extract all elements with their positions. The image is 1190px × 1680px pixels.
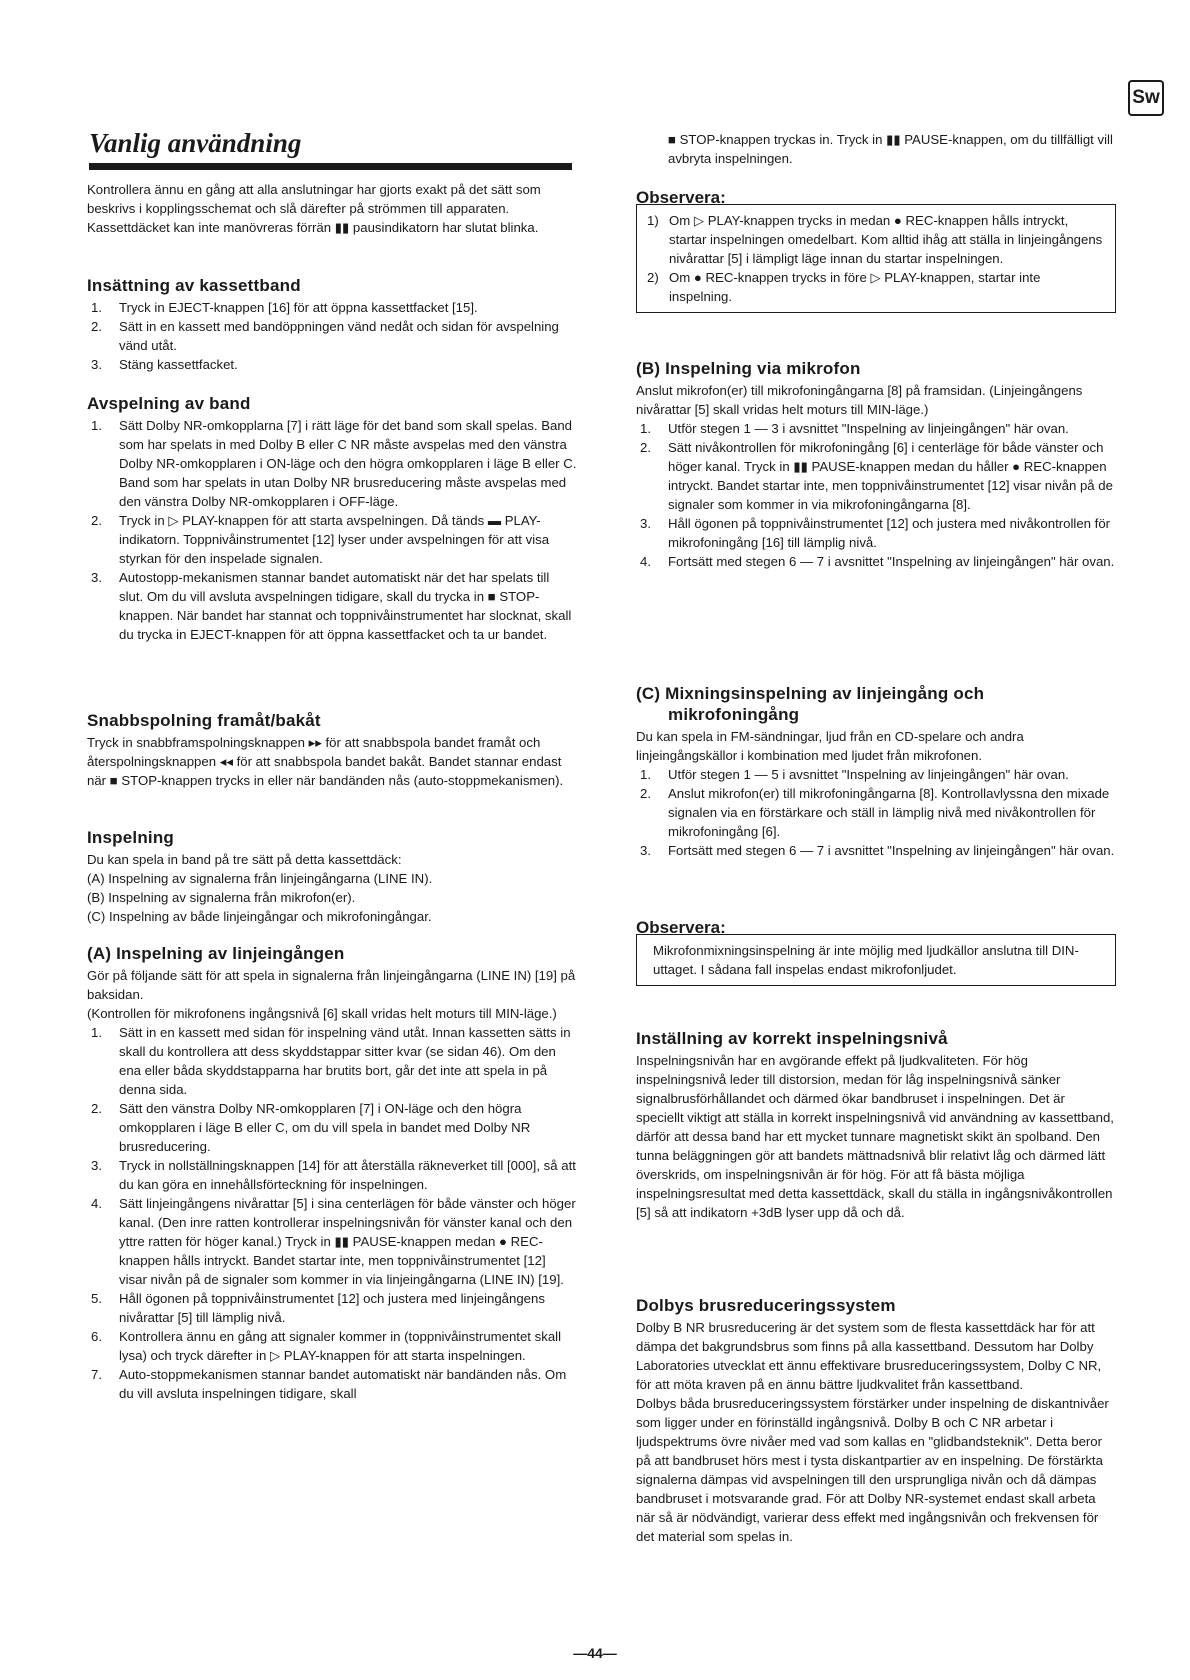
section-avspelning — [87, 393, 577, 644]
observera-heading: Observera: — [636, 188, 730, 207]
list-item: 1. Sätt in en kassett med sidan för inspelning vänd utåt. Innan kassetten sätts in skall du kontrollera att dess skyddstappar sitter kvar (se sidan 46). Om den ena eller båda skyddstapparna har brutits bort, går det inte att spela in på denna sida. — [91, 1025, 571, 1097]
list-item: 2) Om ● REC-knappen trycks in före ▷ PLAY-knappen, startar inte inspelning. — [647, 270, 1041, 304]
intro-section — [87, 180, 577, 237]
title-underline — [89, 163, 572, 170]
list-item: 3. Tryck in nollställningsknappen [14] för att återställa räkneverket till [000], så att du kan göra en innehållsförteckning för inspelningen. — [91, 1158, 576, 1192]
language-badge: Sw — [1128, 80, 1164, 116]
observera-heading: Observera: — [636, 918, 730, 937]
observera-box — [636, 934, 1116, 986]
list-item: 4. Sätt linjeingångens nivårattar [5] i sina centerlägen för både vänster och höger kanal. (Den inre ratten kontrollerar inspelningsnivån för vänster kanal och den yttre ratten för höger kanal.) Tryck in ▮▮ PAUSE-knappen medan ● REC-knappen hålls intryckt. Bandet startar inte, men toppnivåinstrumentet [12] visar nivån på de signaler som kommer in via linjeingångarna (LINE IN) [19]. — [91, 1196, 576, 1287]
section-c-mixning — [636, 683, 1116, 860]
snabb-text: Tryck in snabbframspolningsknappen ▸▸ för att snabbspola bandet framåt och återspolningsknappen ◂◂ för att snabbspola bandet bakåt. Bandet stannar endast när ■ STOP-knappen trycks in eller när bandänden nås (auto-stoppmekanismen). — [87, 735, 564, 788]
list-item: 1. Utför stegen 1 — 5 i avsnittet "Inspelning av linjeingången" här ovan. — [640, 767, 1069, 782]
section-insattning — [87, 275, 577, 374]
list-item: 1) Om ▷ PLAY-knappen trycks in medan ● REC-knappen hålls intryckt, startar inspelningen omedelbart. Kom alltid ihåg att ställa in linjeingångens nivårattar [5] i lämpligt läge innan du startar inspelningen. — [647, 213, 1103, 266]
list-item: 7. Auto-stoppmekanismen stannar bandet automatiskt när bandänden nås. Om du vill avsluta inspelningen tidigare, skall — [91, 1367, 567, 1401]
c-mixning-list — [636, 765, 1116, 860]
section-heading: Snabbspolning framåt/bakåt — [87, 711, 321, 730]
section-heading: Inställning av korrekt inspelningsnivå — [636, 1029, 948, 1048]
list-item: 3. Autostopp-mekanismen stannar bandet automatiskt när det har spelats till slut. Om du vill avsluta avspelningen tidigare, skall du trycka in ■ STOP-knappen. När bandet har stannat och toppnivåinstrumentet har slocknat, skall du trycka in EJECT-knappen för att öppna kassettfacket och ta ur bandet. — [91, 570, 572, 642]
list-item: 2. Sätt nivåkontrollen för mikrofoningång [6] i centerläge för både vänster och höger kanal. Tryck in ▮▮ PAUSE-knappen medan du håller ● REC-knappen intryckt. Bandet startar inte, men toppnivåinstrumentet [12] visar nivån på de signaler som kommer in via mikrofoningångarna [8]. — [640, 440, 1113, 512]
list-item: 2. Tryck in ▷ PLAY-knappen för att starta avspelningen. Då tänds ▬ PLAY-indikatorn. Toppnivåinstrumentet [12] lyser under avspelningen för att visa styrkan för den inspelade signalen. — [91, 513, 550, 566]
dolby-paragraph: Dolby B NR brusreducering är det system som de flesta kassettdäck har för att dämpa det bakgrundsbrus som finns på alla kassettband. Dessutom har Dolby Laboratories utvecklat ett ännu effektivare brusreduceringssystem, Dolby C NR, för att möta kraven på en ännu bättre ljudkvalitet från kassettband. — [636, 1320, 1102, 1392]
list-item: 2. Sätt den vänstra Dolby NR-omkopplaren [7] i ON-läge och den högra omkopplaren i läge B eller C, om du vill spela in bandet med Dolby NR brusreducering. — [91, 1101, 531, 1154]
intro-text: Kontrollera ännu en gång att alla anslutningar har gjorts exakt på det sätt som beskrivs i kopplingsschemat och slå därefter på strömmen till apparaten. Kassettdäcket kan inte manövreras förrän ▮▮ pausindikatorn har slutat blinka. — [87, 182, 541, 235]
list-item: 2. Anslut mikrofon(er) till mikrofoningångarna [8]. Kontrollavlyssna den mixade signalen via en förstärkare och ställ in lämplig nivå med nivåkontrollen för mikrofoningång [6]. — [640, 786, 1110, 839]
a-linje-intro: Gör på följande sätt för att spela in signalerna från linjeingångarna (LINE IN) [19] på baksidan. — [87, 968, 576, 1002]
section-dolby — [636, 1295, 1116, 1546]
stop-note — [636, 130, 1116, 168]
section-b-mikrofon — [636, 358, 1116, 571]
list-item: 3. Fortsätt med stegen 6 — 7 i avsnittet "Inspelning av linjeingången" här ovan. — [640, 843, 1115, 858]
section-heading-cont: mikrofoningång — [668, 705, 800, 724]
b-mikrofon-list — [636, 419, 1116, 571]
page-title: Vanlig användning — [89, 128, 302, 158]
list-item: 5. Håll ögonen på toppnivåinstrumentet [12] och justera med linjeingångens nivårattar [5] till lämplig nivå. — [91, 1291, 545, 1325]
b-mikrofon-intro: Anslut mikrofon(er) till mikrofoningångarna [8] på framsidan. (Linjeingångens nivårattar [5] skall vridas helt moturs till MIN-läge.) — [636, 383, 1083, 417]
list-item: 4. Fortsätt med stegen 6 — 7 i avsnittet "Inspelning av linjeingången" här ovan. — [640, 554, 1115, 569]
list-item: 1. Tryck in EJECT-knappen [16] för att öppna kassettfacket [15]. — [91, 300, 478, 315]
observera-list — [647, 211, 1107, 306]
list-item: 1. Utför stegen 1 — 3 i avsnittet "Inspelning av linjeingången" här ovan. — [640, 421, 1069, 436]
installning-text: Inspelningsnivån har en avgörande effekt på ljudkvaliteten. För hög inspelningsnivå leder till distorsion, medan för låg inspelningsnivå sänker signalbrusförhållandet och därmed ökar bandbruset i inspelningen. Det är speciellt viktigt att ställa in korrekt inspelningsnivå vid användning av kassettband, därför att dessa band har ett mycket tunnare magnetiskt skikt än spolband. Den tunna beläggningen gör att bandets mättnadsnivå blir relativt låg och därmed lätt överskrids, om inspelningsnivån är för hög. För att få bästa möjliga inspelningsresultat med detta kassettdäck, skall du ställa in ingångsnivåkontrollen [5] så att indikatorn +3dB lyser upp då och då. — [636, 1053, 1114, 1220]
section-heading: Avspelning av band — [87, 394, 251, 413]
dolby-paragraph: Dolbys båda brusreduceringssystem förstärker under inspelning de diskantnivåer som ligger under en förinställd ingångsnivå. Dolby B och C NR arbetar i ljudspektrums övre nivåer med vad som kallas en "glidbandsteknik". Detta beror på att bandbruset hörs mest i tysta diskantpartier av en inspelning. De förstärkta signalerna dämpas vid avspelningen till den ursprungliga nivån och då dämpas bandbruset i motsvarande grad. För att Dolby NR-systemet endast skall arbeta när så är nödvändigt, varierar dess effekt med ingångsnivån och frekvensen för det material som spelas in. — [636, 1396, 1109, 1544]
inspelning-line: (C) Inspelning av både linjeingångar och mikrofoningångar. — [87, 909, 432, 924]
observera-text: Mikrofonmixningsinspelning är inte möjlig med ljudkällor anslutna till DIN-uttaget. I sådana fall inspelas endast mikrofonljudet. — [653, 943, 1079, 977]
section-heading: (A) Inspelning av linjeingången — [87, 944, 345, 963]
c-mixning-intro: Du kan spela in FM-sändningar, ljud från en CD-spelare och andra linjeingångskällor i kombination med ljudet från mikrofonen. — [636, 729, 1024, 763]
section-snabbspolning — [87, 710, 577, 790]
inspelning-intro: Du kan spela in band på tre sätt på detta kassettdäck: — [87, 852, 402, 867]
stop-note-text: ■ STOP-knappen tryckas in. Tryck in ▮▮ PAUSE-knappen, om du tillfälligt vill avbryta inspelningen. — [668, 132, 1113, 166]
observera-box — [636, 204, 1116, 313]
list-item: 3. Stäng kassettfacket. — [91, 357, 238, 372]
section-heading: Inspelning — [87, 828, 174, 847]
section-heading: (C) Mixningsinspelning av linjeingång och — [636, 684, 985, 703]
a-linje-list — [87, 1023, 577, 1403]
inspelning-line: (B) Inspelning av signalerna från mikrofon(er). — [87, 890, 356, 905]
avspelning-list — [87, 416, 577, 644]
a-linje-note: (Kontrollen för mikrofonens ingångsnivå [6] skall vridas helt moturs till MIN-läge.) — [87, 1006, 557, 1021]
list-item: 6. Kontrollera ännu en gång att signaler kommer in (toppnivåinstrumentet skall lysa) och tryck därefter in ▷ PLAY-knappen för att starta inspelningen. — [91, 1329, 562, 1363]
section-a-linje — [87, 943, 577, 1403]
inspelning-line: (A) Inspelning av signalerna från linjeingångarna (LINE IN). — [87, 871, 433, 886]
section-installning — [636, 1028, 1116, 1222]
section-heading: Insättning av kassettband — [87, 276, 301, 295]
list-item: 1. Sätt Dolby NR-omkopplarna [7] i rätt läge för det band som skall spelas. Band som har spelats in med Dolby B eller C NR måste avspelas med den vänstra Dolby NR-omkopplaren i ON-läge och den högra omkopplaren i läge B eller C. Band som har spelats in utan Dolby NR brusreducering måste avspelas med den vänstra Dolby NR-omkopplaren i OFF-läge. — [91, 418, 577, 509]
section-heading: Dolbys brusreduceringssystem — [636, 1296, 896, 1315]
section-inspelning — [87, 827, 577, 926]
section-heading: (B) Inspelning via mikrofon — [636, 359, 861, 378]
insattning-list — [87, 298, 577, 374]
list-item: 2. Sätt in en kassett med bandöppningen vänd nedåt och sidan för avspelning vänd utåt. — [91, 319, 559, 353]
page-number: —44— — [573, 1645, 617, 1661]
list-item: 3. Håll ögonen på toppnivåinstrumentet [12] och justera med nivåkontrollen för mikrofoningång [16] till lämplig nivå. — [640, 516, 1111, 550]
